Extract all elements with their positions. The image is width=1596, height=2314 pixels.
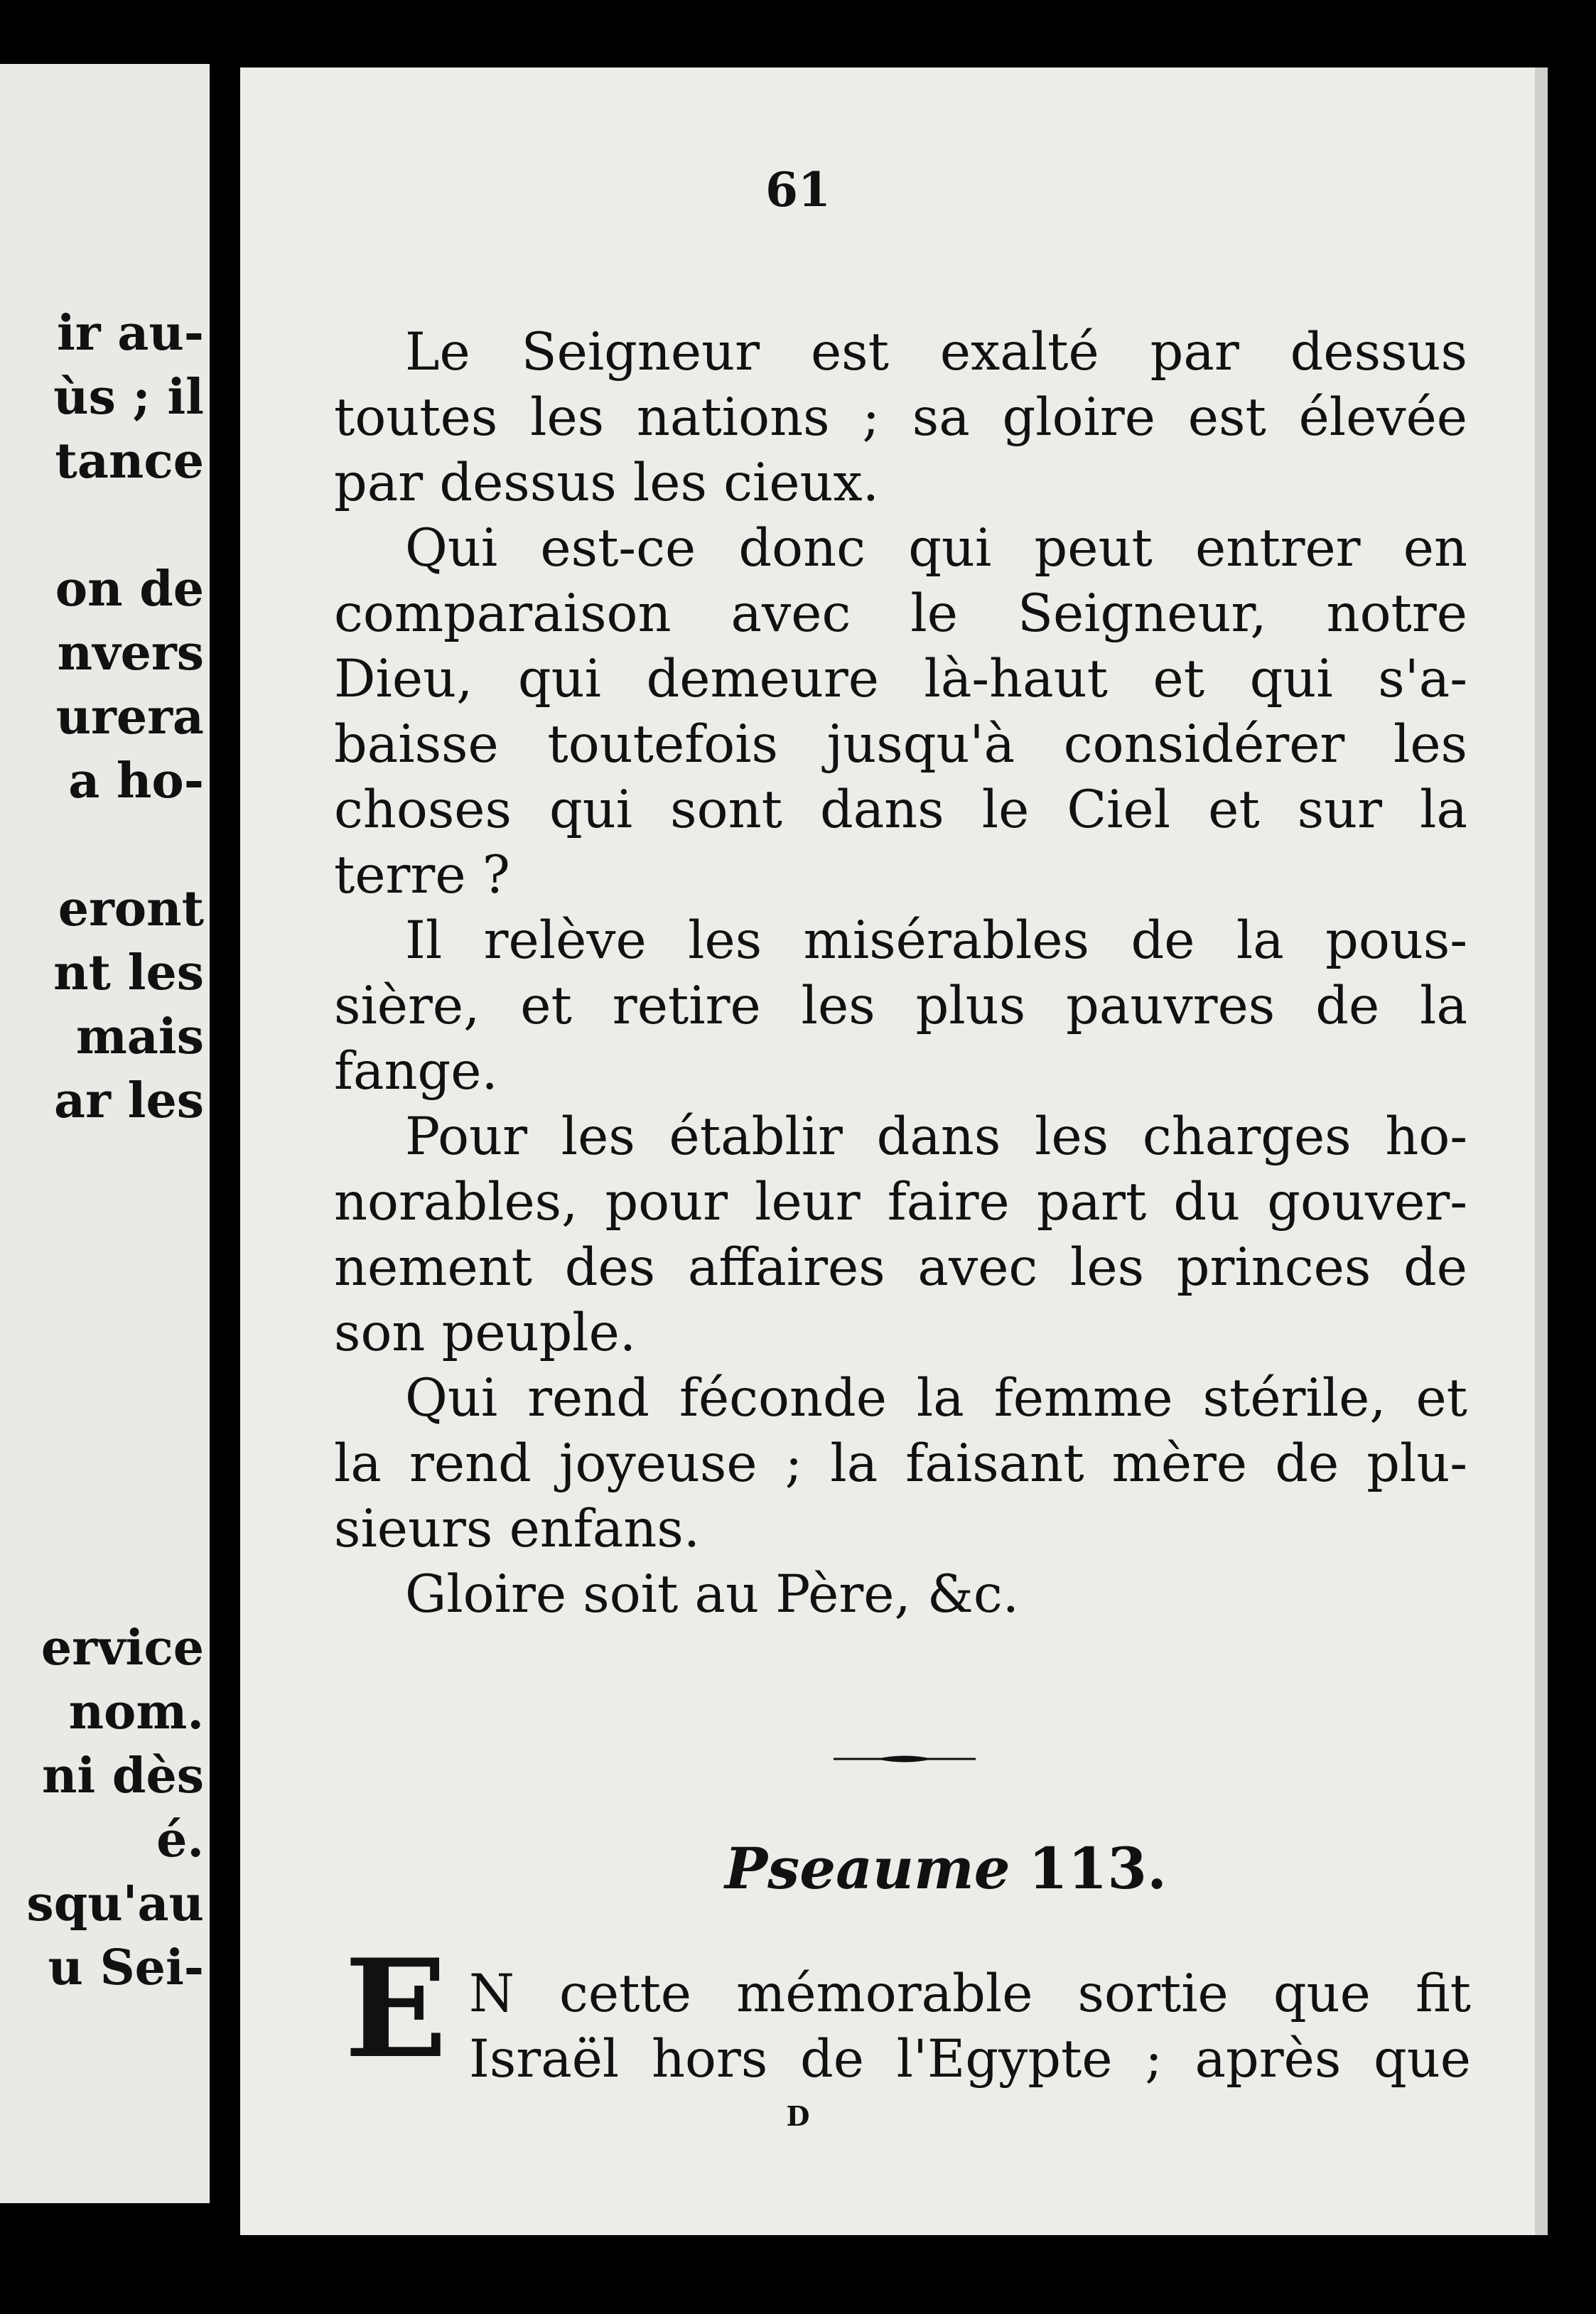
left-page-line: nom. [68, 1684, 204, 1740]
text-line: nement des affaires avec les princes de [334, 1237, 1467, 1298]
left-page-line: nvers [57, 625, 204, 682]
text-line: terre ? [334, 845, 510, 905]
text-line: sieurs enfans. [334, 1499, 701, 1559]
text-line: Pour les établir dans les charges ho- [405, 1107, 1467, 1167]
psalm-heading-number: 113. [1028, 1835, 1167, 1902]
text-line: Gloire soit au Père, &c. [405, 1564, 1019, 1625]
left-page-line: eront [58, 881, 204, 937]
text-line: par dessus les cieux. [334, 453, 879, 513]
text-line: Il relève les misérables de la pous- [405, 910, 1467, 971]
left-page-line: ùs ; il [53, 369, 204, 426]
left-page-line: mais [75, 1008, 204, 1065]
left-page-line: ni dès [41, 1748, 204, 1804]
text-line: choses qui sont dans le Ciel et sur la [334, 780, 1467, 840]
text-line: toutes les nations ; sa gloire est élevée [334, 387, 1467, 448]
text-line: Dieu, qui demeure là-haut et qui s'a- [334, 649, 1467, 709]
text-line: Qui rend féconde la femme stérile, et [405, 1368, 1467, 1428]
left-page-line: ar les [54, 1072, 204, 1129]
page-number: 61 [765, 162, 831, 217]
left-page-line: é. [156, 1812, 204, 1868]
left-page-line: urera [55, 689, 204, 746]
book-gutter [213, 60, 240, 2235]
drop-cap: E [344, 1930, 448, 2088]
psalm-text [469, 1961, 1471, 2092]
text-line: Le Seigneur est exalté par dessus [405, 322, 1467, 382]
text-line: comparaison avec le Seigneur, notre [334, 583, 1467, 644]
text-line: son peuple. [334, 1303, 637, 1363]
text-line: baisse toutefois jusqu'à considérer les [334, 714, 1467, 775]
left-page-line: tance [55, 433, 204, 490]
ornament-separator [834, 1755, 976, 1763]
previous-page-fragment [0, 64, 210, 2203]
text-line: fange. [334, 1041, 498, 1102]
left-page-line: u Sei- [48, 1939, 204, 1996]
text-line: la rend joyeuse ; la faisant mère de plu- [334, 1433, 1467, 1494]
body-text [334, 320, 1467, 1627]
text-line: sière, et retire les plus pauvres de la [334, 976, 1467, 1036]
psalm-heading [725, 1835, 1167, 1902]
left-page-line: on de [55, 561, 204, 618]
left-page-line: squ'au [26, 1876, 204, 1932]
left-page-line: nt les [53, 945, 204, 1001]
text-line: Israël hors de l'Egypte ; après que [469, 2029, 1471, 2089]
text-line: N cette mémorable sortie que fit [469, 1964, 1471, 2024]
left-page-line: ir au- [56, 305, 204, 362]
signature-mark: D [786, 2100, 810, 2132]
text-line: norables, pour leur faire part du gouver- [334, 1172, 1467, 1232]
left-page-line: ervice [41, 1620, 204, 1677]
psalm-heading-word: Pseaume [725, 1835, 1010, 1902]
left-page-line: a ho- [68, 753, 204, 809]
text-line: Qui est-ce donc qui peut entrer en [405, 518, 1467, 578]
